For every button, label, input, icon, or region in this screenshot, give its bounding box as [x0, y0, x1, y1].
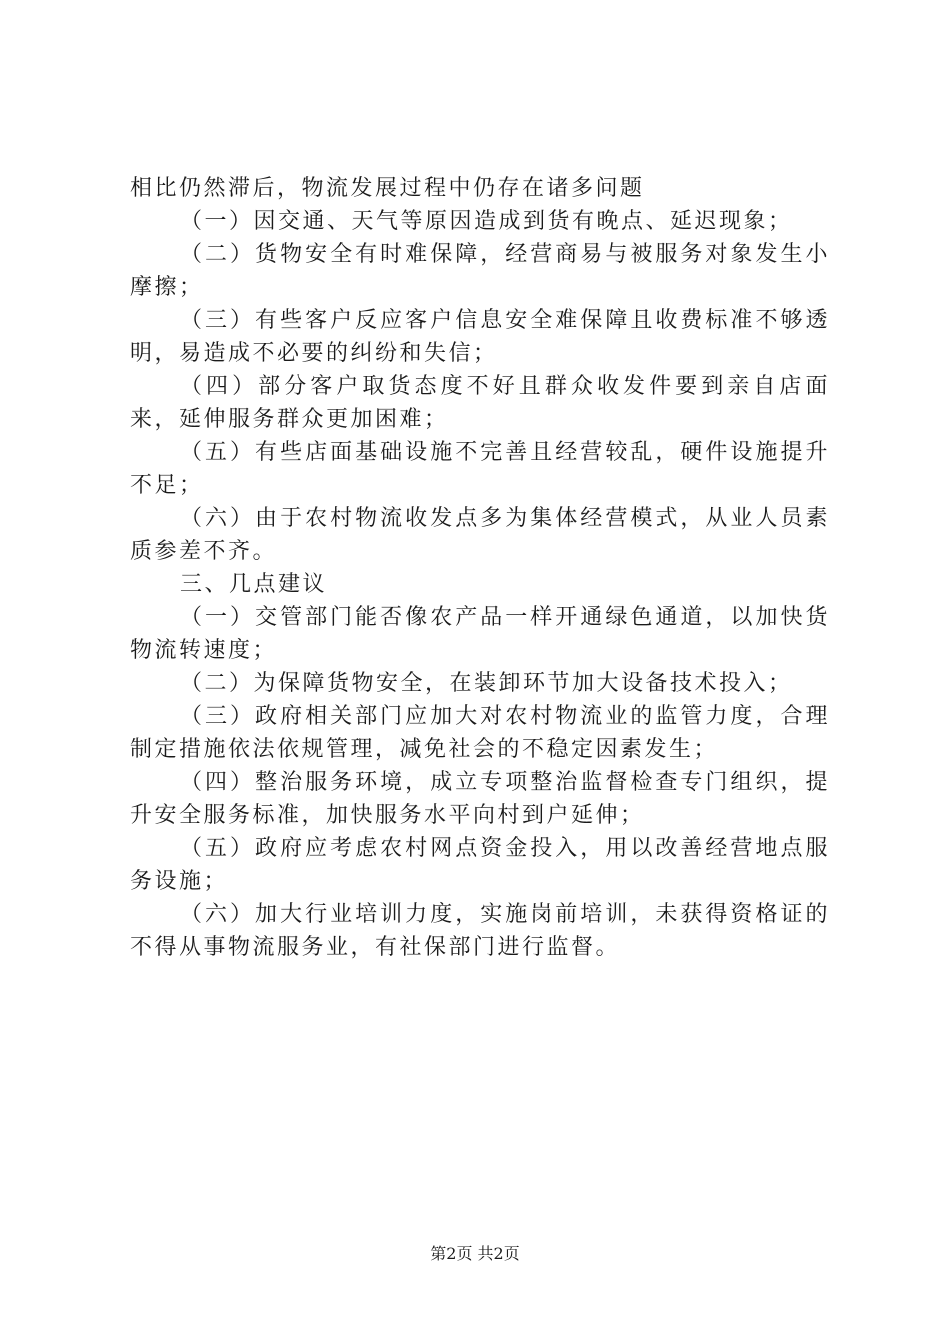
- paragraph-suggestion-5: （五）政府应考虑农村网点资金投入，用以改善经营地点服务设施；: [130, 836, 830, 894]
- paragraph-suggestion-4: （四）整治服务环境，成立专项整治监督检查专门组织，提升安全服务标准，加快服务水平向村到户延伸；: [130, 770, 830, 828]
- paragraph-problem-6: （六）由于农村物流收发点多为集体经营模式，从业人员素质参差不齐。: [130, 506, 830, 564]
- paragraph-suggestion-6: （六）加大行业培训力度，实施岗前培训，未获得资格证的不得从事物流服务业，有社保部门进行监督。: [130, 902, 830, 960]
- paragraph-problem-1: （一）因交通、天气等原因造成到货有晚点、延迟现象；: [180, 209, 793, 234]
- document-body: [130, 172, 830, 964]
- paragraph-suggestion-1: （一）交管部门能否像农产品一样开通绿色通道，以加快货物流转速度；: [130, 605, 830, 663]
- paragraph-suggestion-2: （二）为保障货物安全，在装卸环节加大设备技术投入；: [180, 671, 793, 696]
- paragraph-suggestion-3: （三）政府相关部门应加大对农村物流业的监管力度，合理制定措施依法依规管理，减免社会的不稳定因素发生；: [130, 704, 830, 762]
- paragraph-problem-2: （二）货物安全有时难保障，经营商易与被服务对象发生小摩擦；: [130, 242, 830, 300]
- paragraph-problem-4: （四）部分客户取货态度不好且群众收发件要到亲自店面来，延伸服务群众更加困难；: [130, 374, 830, 432]
- section-heading-suggestions: 三、几点建议: [180, 572, 328, 597]
- paragraph-problem-3: （三）有些客户反应客户信息安全难保障且收费标准不够透明，易造成不必要的纠纷和失信；: [130, 308, 830, 366]
- paragraph-continuation: 相比仍然滞后，物流发展过程中仍存在诸多问题: [130, 176, 645, 201]
- page-footer: 第2页 共2页: [430, 1244, 520, 1263]
- paragraph-problem-5: （五）有些店面基础设施不完善且经营较乱，硬件设施提升不足；: [130, 440, 830, 498]
